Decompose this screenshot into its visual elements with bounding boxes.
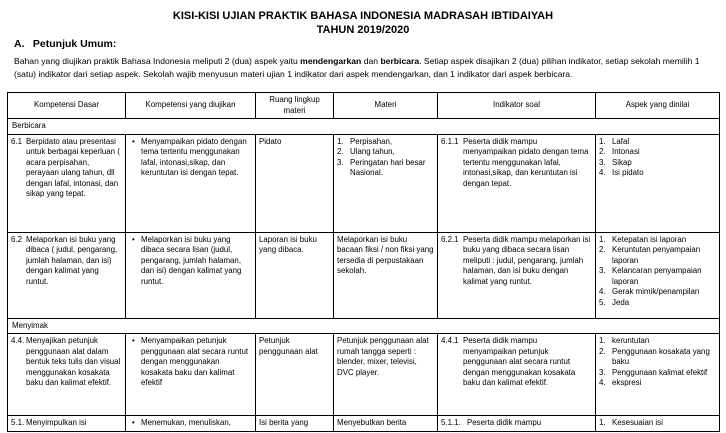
aspek-item: 1. Kesesuaian isi <box>599 418 663 427</box>
kd-number: 4.4. <box>11 336 25 345</box>
table-row <box>8 134 720 232</box>
section-letter: A. <box>14 38 25 50</box>
header-kompetensi-diujikan: Kompetensi yang diujikan <box>126 93 256 119</box>
kompetensi-text: • Menyampaikan pidato dengan tema tertentu menggunakan lafal, intonasi,sikap, dan keruntutan isi dengan tepat. <box>141 137 252 179</box>
header-materi: Materi <box>334 93 438 119</box>
kompetensi-text: • Melaporkan isi buku yang dibaca secara lisan (judul, pengarang, jumlah halaman, dan isi) dengan kalimat yang runtut. <box>141 235 252 288</box>
document-year: TAHUN 2019/2020 <box>316 24 410 36</box>
ruang-lingkup-cell: Laporan isi buku yang dibaca. <box>256 232 334 318</box>
intro-bold-mendengarkan: mendengarkan <box>300 56 362 66</box>
header-aspek: Aspek yang dinilai <box>596 93 720 119</box>
indikator-text: Peserta didik mampu menyampaikan petunjuk penggunaan alat secara runtut dengan menggunakan kosakata baku dan kalimat efektif. <box>463 336 576 387</box>
document-title: KISI-KISI UJIAN PRAKTIK BAHASA INDONESIA MADRASAH IBTIDAIYAH <box>172 10 554 22</box>
aspek-item: 3. Sikap <box>599 157 632 167</box>
table-row <box>8 334 720 416</box>
aspek-item: 1. Lafal <box>599 136 630 146</box>
intro-text-1: Bahan yang diujikan praktik Bahasa Indonesia meliputi 2 (dua) aspek yaitu <box>14 56 301 66</box>
aspek-cell <box>596 334 720 416</box>
kd-cell <box>8 232 126 318</box>
indikator-text: Peserta didik mampu melaporkan isi buku yang dibaca secara lisan meliputi : judul, pengarang, jumlah halaman, dan isi buku dengan kalimat yang runtut. <box>463 234 591 286</box>
kompetensi-cell <box>126 416 256 432</box>
kd-cell <box>8 134 126 232</box>
kompetensi-text: • Menemukan, menuliskan, <box>141 418 252 429</box>
table-header-row <box>8 93 720 119</box>
ruang-lingkup-cell: Pidato <box>256 134 334 232</box>
kd-number: 5.1. <box>11 418 25 427</box>
indikator-cell <box>438 416 596 432</box>
kd-text: Menyimpulkan isi <box>26 418 87 427</box>
intro-paragraph <box>14 55 716 81</box>
kd-cell <box>8 416 126 432</box>
header-indikator: Indikator soal <box>438 93 596 119</box>
materi-item: 2. Ulang tahun, <box>337 147 395 156</box>
header-ruang-lingkup: Ruang lingkup materi <box>256 93 334 119</box>
kisi-kisi-table <box>7 92 720 432</box>
materi-cell <box>334 134 438 232</box>
kd-number: 6.1 <box>11 136 22 146</box>
materi-cell: Menyebutkan berita <box>334 416 438 432</box>
section-heading <box>14 38 116 50</box>
group-label: Berbicara <box>8 119 720 135</box>
aspek-item: 4. Gerak mimik/penampilan <box>599 287 700 296</box>
kd-text: Berpidato atau presentasi untuk berbagai keperluan ( acara perpisahan, perayaan ulang tahun, dll dengan lafal, intonasi, dan sikap yang tepat. <box>26 136 120 198</box>
indikator-cell <box>438 232 596 318</box>
ruang-lingkup-cell: Petunjuk penggunaan alat <box>256 334 334 416</box>
kompetensi-text: • Menyampaikan petunjuk penggunaan alat secara runtut dengan menggunakan kosakata baku dan kalimat efektif <box>141 336 252 389</box>
intro-text-3: . Setiap aspek disajikan 2 (dua) pilihan indikator, setiap sekolah memilih 1 (satu) indikator dari setiap aspek. Sekolah wajib menyusun materi ujian 1 indikator dari aspek mendengarkan, dan 1 indikator dari aspek berbicara. <box>14 56 700 79</box>
kompetensi-cell <box>126 232 256 318</box>
indikator-cell <box>438 134 596 232</box>
aspek-item: 2. Keruntutan penyampaian laporan <box>599 245 701 265</box>
aspek-cell <box>596 232 720 318</box>
indikator-number: 5.1.1. <box>441 418 461 427</box>
materi-item: 3. Peringatan hari besar Nasional. <box>337 157 426 177</box>
aspek-item: 3. Penggunaan kalimat efektif <box>599 367 708 377</box>
materi-item: 1. Perpisahan, <box>337 136 393 146</box>
table-row <box>8 416 720 432</box>
ruang-lingkup-cell: Isi berita yang <box>256 416 334 432</box>
aspek-item: 4. ekspresi <box>599 378 642 387</box>
table-row <box>8 232 720 318</box>
aspek-item: 1. Ketepatan isi laporan <box>599 234 687 244</box>
kompetensi-cell <box>126 134 256 232</box>
kd-number: 6.2 <box>11 234 22 244</box>
indikator-number: 6.1.1 <box>441 136 459 146</box>
group-label: Menyimak <box>8 318 720 334</box>
aspek-item: 2. Penggunaan kosakata yang baku <box>599 346 710 366</box>
aspek-item: 4. Isi pidato <box>599 168 644 177</box>
kd-cell <box>8 334 126 416</box>
intro-bold-berbicara: berbicara <box>380 56 420 66</box>
aspek-item: 5. Jeda <box>599 297 630 307</box>
kd-text: Melaporkan isi buku yang dibaca ( judul, pengarang, jumlah halaman, dan isi) dengan kalimat yang runtut. <box>26 234 118 286</box>
indikator-number: 6.2.1 <box>441 234 459 244</box>
group-row-menyimak <box>8 318 720 334</box>
indikator-text: Peserta didik mampu menyampaikan pidato dengan tema tertentu menggunakan lafal, intonasi,sikap, dan keruntutan isi dengan tepat. <box>463 136 589 188</box>
aspek-cell <box>596 416 720 432</box>
indikator-cell <box>438 334 596 416</box>
indikator-text: Peserta didik mampu <box>467 418 542 427</box>
aspek-item: 3. Kelancaran penyampaian laporan <box>599 266 702 286</box>
aspek-item: 2. Intonasi <box>599 147 640 156</box>
kompetensi-cell <box>126 334 256 416</box>
materi-cell: Melaporkan isi buku bacaan fiksi / non fiksi yang tersedia di perpustakaan sekolah. <box>334 232 438 318</box>
aspek-item: 1. keruntutan <box>599 336 650 345</box>
intro-text-2: dan <box>361 56 381 66</box>
header-kompetensi-dasar: Kompetensi Dasar <box>8 93 126 119</box>
kd-text: Menyajikan petunjuk penggunaan alat dalam bentuk teks tulis dan visual menggunakan kosakata baku dan kalimat efektif. <box>26 336 121 387</box>
group-row-berbicara <box>8 119 720 135</box>
section-title: Petunjuk Umum: <box>32 38 117 50</box>
indikator-number: 4.4.1 <box>441 336 459 345</box>
materi-cell: Petunjuk penggunaan alat rumah tangga seperti : blender, mixer, televisi, DVC player. <box>334 334 438 416</box>
aspek-cell <box>596 134 720 232</box>
